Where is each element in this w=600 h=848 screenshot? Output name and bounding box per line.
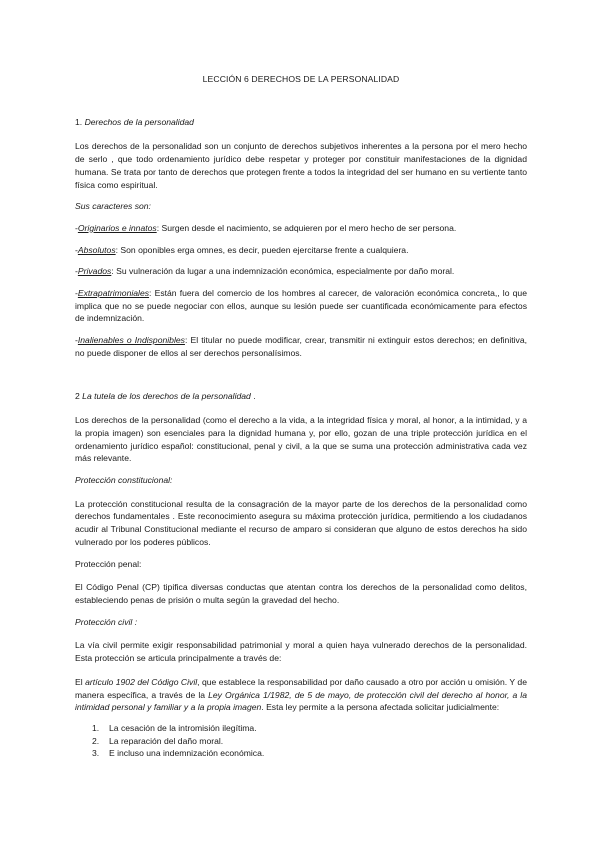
section-1-number: 1.: [75, 116, 85, 127]
characteristics-heading: Sus caracteres son:: [75, 201, 151, 212]
civil-heading: Protección civil :: [75, 616, 138, 627]
characteristic-term: Absolutos: [77, 244, 116, 255]
section-2-heading-text: La tutela de los derechos de la personalidad: [82, 390, 251, 401]
characteristic-item: -Absolutos: Son oponibles erga omnes, es decir, pueden ejercitarse frente a cualquiera.: [75, 244, 409, 255]
penal-paragraph: El Código Penal (CP) tipifica diversas conductas que atentan contra los derechos de la personalidad como delitos, estableciendo penas de prisión o multa según la gravedad del hecho.: [75, 582, 527, 605]
organic-law-reference: Ley Orgánica 1/1982, de 5 de mayo, de protección civil del derecho al honor, a la intimidad personal y familiar y a la propia imagen: [75, 689, 527, 713]
constitutional-heading: Protección constitucional:: [75, 475, 173, 486]
characteristic-term: Originarios e innatos: [77, 222, 157, 233]
list-item: 3. E incluso una indemnización económica.: [92, 748, 265, 759]
remedies-list: [75, 722, 527, 760]
section-2-heading: 2 La tutela de los derechos de la personalidad .: [75, 390, 256, 401]
characteristic-item: -Privados: Su vulneración da lugar a una indemnización económica, especialmente por daño moral.: [75, 266, 455, 277]
list-item: 1. La cesación de la intromisión ilegítima.: [92, 722, 257, 733]
characteristic-term: Privados: [77, 266, 112, 277]
section-2-paragraph: Los derechos de la personalidad (como el derecho a la vida, a la integridad física y moral, al honor, a la intimidad, y a la propia imagen) son esenciales para la dignidad humana y, por ello, gozan de una triple protección jurídica en el ordenamiento jurídico español: constitucional, penal y civil, a la que se suma una protección administrativa cada vez más relevante.: [75, 415, 527, 464]
list-item: 2. La reparación del daño moral.: [92, 735, 224, 746]
section-1-heading: [75, 116, 527, 129]
civil-paragraph-2: El artículo 1902 del Código Civil, que establece la responsabilidad por daño causado a otro por acción u omisión. Y de manera específica, a través de la Ley Orgánica 1/1982, de 5 de mayo, de protección civil del derecho al honor, a la intimidad personal y familiar y a la propia imagen. Esta ley permite a la persona afectada solicitar judicialmente:: [75, 676, 527, 713]
document-page: [75, 0, 527, 760]
characteristic-term: Extrapatrimoniales: [77, 288, 150, 299]
civil-paragraph: La vía civil permite exigir responsabilidad patrimonial y moral a quien haya vulnerado derechos de la personalidad. Esta protección se articula principalmente a través de:: [75, 640, 527, 664]
section-1-paragraph: Los derechos de la personalidad son un conjunto de derechos subjetivos inherentes a la persona por el mero hecho de serlo , que todo ordenamiento jurídico debe respetar y proteger por constituir manifestaciones de la dignidad humana. Se trata por tanto de derechos que protegen frente a todos la integridad del ser humano en su vertiente tanto física como espiritual.: [75, 141, 527, 190]
document-title: LECCIÓN 6 DERECHOS DE LA PERSONALIDAD: [202, 74, 400, 84]
characteristic-item: -Extrapatrimoniales: Están fuera del comercio de los hombres al carecer, de valoración económica concreta,, lo que implica que no se puede negociar con ellos, aunque su lesión puede ser cuantificada económicamente para efectos de indemnización.: [75, 288, 527, 324]
characteristic-item: -Originarios e innatos: Surgen desde el nacimiento, se adquieren por el mero hecho de ser persona.: [75, 222, 457, 233]
section-2-number: 2: [75, 390, 83, 401]
civil-code-reference: artículo 1902 del Código Civil: [85, 676, 198, 687]
characteristic-term: Inalienables o Indisponibles: [77, 335, 185, 346]
constitutional-paragraph: La protección constitucional resulta de la consagración de la mayor parte de los derechos de la personalidad como derechos fundamentales . Este reconocimiento asegura su máxima protección jurídica, permitiendo a los ciudadanos acudir al Tribunal Constitucional mediante el recurso de amparo si consideran que alguno de estos derechos ha sido vulnerado por los poderes públicos.: [75, 498, 527, 547]
characteristic-item: -Inalienables o Indisponibles: El titular no puede modificar, crear, transmitir ni extinguir estos derechos; en definitiva, no puede disponer de ellos al ser derechos personalísimos.: [75, 335, 527, 358]
section-1-heading-text: Derechos de la personalidad: [84, 116, 194, 127]
penal-heading: Protección penal:: [75, 558, 142, 569]
